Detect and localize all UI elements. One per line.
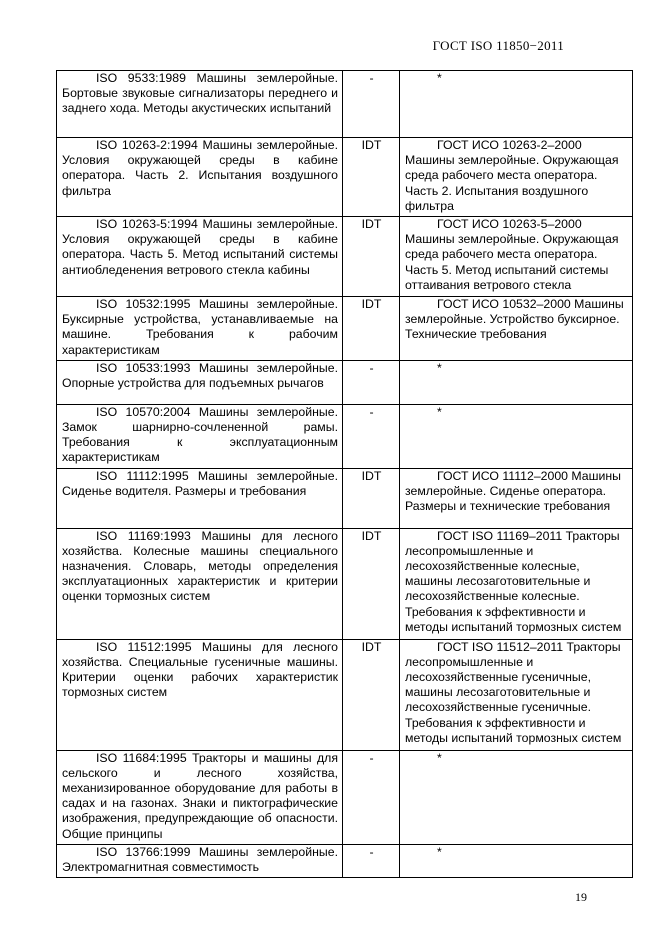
conformity-degree-cell: IDT <box>343 138 400 217</box>
national-standard-cell: * <box>400 844 633 877</box>
conformity-degree-cell: IDT <box>343 639 400 750</box>
table-row <box>57 528 633 639</box>
intl-standard-cell: ISO 10570:2004 Машины землеройные. Замок шарнирно-сочлененной рамы. Требования к эксплуатационным характеристикам <box>57 404 343 468</box>
national-standard-cell: ГОСТ ИСО 10263-5–2000 Машины землеройные. Окружающая среда рабочего места оператора. Часть 5. Метод испытаний системы оттаивания ветрового стекла <box>400 217 633 297</box>
table-row <box>57 404 633 468</box>
standards-correspondence-table <box>56 70 633 878</box>
page-number: 19 <box>575 890 587 904</box>
conformity-degree-cell: - <box>343 71 400 138</box>
national-standard-cell: ГОСТ ИСО 10263-2–2000 Машины землеройные. Окружающая среда рабочего места оператора. Часть 2. Испытания воздушного фильтра <box>400 138 633 217</box>
conformity-degree-cell: IDT <box>343 217 400 297</box>
intl-standard-cell: ISO 11169:1993 Машины для лесного хозяйства. Колесные машины специального назначения. Словарь, методы определения эксплуатационных характеристик и критерии оценки тормозных систем <box>57 528 343 639</box>
intl-standard-cell: ISO 10533:1993 Машины землеройные. Опорные устройства для подъемных рычагов <box>57 360 343 404</box>
table-row <box>57 138 633 217</box>
conformity-degree-cell: IDT <box>343 297 400 361</box>
intl-standard-cell: ISO 13766:1999 Машины землеройные. Электромагнитная совместимость <box>57 844 343 877</box>
table-row <box>57 71 633 138</box>
intl-standard-cell: ISO 9533:1989 Машины землеройные. Бортовые звуковые сигнализаторы переднего и заднего хода. Методы акустических испытаний <box>57 71 343 138</box>
national-standard-cell: * <box>400 71 633 138</box>
intl-standard-cell: ISO 10263-2:1994 Машины землеройные. Условия окружающей среды в кабине оператора. Часть 2. Испытания воздушного фильтра <box>57 138 343 217</box>
conformity-degree-cell: - <box>343 750 400 844</box>
conformity-degree-cell: - <box>343 844 400 877</box>
intl-standard-cell: ISO 10263-5:1994 Машины землеройные. Условия окружающей среды в кабине оператора. Часть 5. Метод испытаний системы антиобледенения ветрового стекла кабины <box>57 217 343 297</box>
conformity-degree-cell: IDT <box>343 468 400 528</box>
national-standard-cell: ГОСТ ИСО 11112–2000 Машины землеройные. Сиденье оператора. Размеры и технические требования <box>400 468 633 528</box>
intl-standard-cell: ISO 11512:1995 Машины для лесного хозяйства. Специальные гусеничные машины. Критерии оценки рабочих характеристик тормозных систем <box>57 639 343 750</box>
intl-standard-cell: ISO 10532:1995 Машины землеройные. Буксирные устройства, устанавливаемые на машине. Требования к рабочим характеристикам <box>57 297 343 361</box>
table-row <box>57 297 633 361</box>
intl-standard-cell: ISO 11684:1995 Тракторы и машины для сельского и лесного хозяйства, механизированное оборудование для работы в садах и на газонах. Знаки и пиктографические изображения, предупреждающие об опасности. Общие принципы <box>57 750 343 844</box>
table-row <box>57 217 633 297</box>
national-standard-cell: * <box>400 750 633 844</box>
document-code: ГОСТ ISO 11850−2011 <box>432 38 564 53</box>
conformity-degree-cell: - <box>343 404 400 468</box>
national-standard-cell: * <box>400 404 633 468</box>
table-row <box>57 468 633 528</box>
table-row <box>57 360 633 404</box>
intl-standard-cell: ISO 11112:1995 Машины землеройные. Сиденье водителя. Размеры и требования <box>57 468 343 528</box>
national-standard-cell: ГОСТ ИСО 10532–2000 Машины землеройные. Устройство буксирное. Технические требования <box>400 297 633 361</box>
national-standard-cell: ГОСТ ISO 11169–2011 Тракторы лесопромышленные и лесохозяйственные колесные, машины лесозаготовительные и лесохозяйственные колесные. Требования к эффективности и методы испытаний тормозных систем <box>400 528 633 639</box>
national-standard-cell: ГОСТ ISO 11512–2011 Тракторы лесопромышленные и лесохозяйственные гусеничные, машины лесозаготовительные и лесохозяйственные гусеничные. Требования к эффективности и методы испытаний тормозных систем <box>400 639 633 750</box>
national-standard-cell: * <box>400 360 633 404</box>
conformity-degree-cell: - <box>343 360 400 404</box>
table-row <box>57 844 633 877</box>
table-row <box>57 750 633 844</box>
conformity-degree-cell: IDT <box>343 528 400 639</box>
table-row <box>57 639 633 750</box>
